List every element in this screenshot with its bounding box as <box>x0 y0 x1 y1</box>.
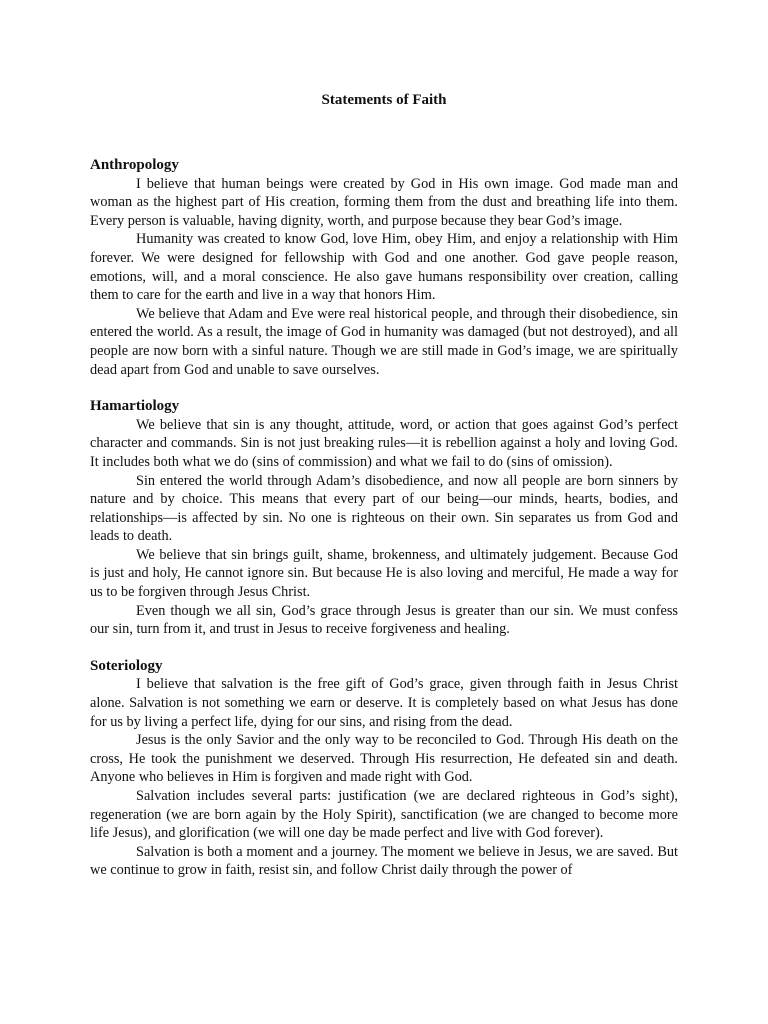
section-anthropology <box>90 156 678 379</box>
section-heading: Hamartiology <box>90 398 180 415</box>
paragraph: I believe that human beings were created by God in His own image. God made man and woman as the highest part of His creation, forming them from the dust and breathing life into them. Every person is valuable, having dignity, worth, and purpose because they bear God’s image. <box>90 175 678 229</box>
section-soteriology <box>90 657 678 880</box>
paragraph: Salvation is both a moment and a journey. The moment we believe in Jesus, we are saved. But we continue to grow in faith, resist sin, and follow Christ daily through the power of <box>90 843 678 879</box>
paragraph: Humanity was created to know God, love Him, obey Him, and enjoy a relationship with Him forever. We were designed for fellowship with God and one another. God gave people reason, emotions, will, and a moral conscience. He also gave humans responsibility over creation, calling them to care for the earth and live in a way that honors Him. <box>90 231 678 304</box>
section-heading: Soteriology <box>90 657 163 674</box>
paragraph: Even though we all sin, God’s grace through Jesus is greater than our sin. We must confess our sin, turn from it, and trust in Jesus to receive forgiveness and healing. <box>90 602 678 638</box>
paragraph: Sin entered the world through Adam’s disobedience, and now all people are born sinners by nature and by choice. This means that every part of our being—our minds, hearts, bodies, and relationships—is affected by sin. No one is righteous on their own. Sin separates us from God and leads to death. <box>90 472 678 545</box>
section-heading: Anthropology <box>90 157 179 173</box>
document-title: Statements of Faith <box>321 92 447 108</box>
paragraph: We believe that sin brings guilt, shame, brokenness, and ultimately judgement. Because God is just and holy, He cannot ignore sin. But because He is also loving and merciful, He made a way for us to be forgiven through Jesus Christ. <box>90 546 678 601</box>
paragraph: I believe that salvation is the free gift of God’s grace, given through faith in Jesus Christ alone. Salvation is not something we earn or deserve. It is completely based on what Jesus has done for us by living a perfect life, dying for our sins, and rising from the dead. <box>90 676 678 730</box>
paragraph: We believe that sin is any thought, attitude, word, or action that goes against God’s perfect character and commands. Sin is not just breaking rules—it is rebellion against a holy and loving God. It includes both what we do (sins of commission) and what we fail to do (sins of omission). <box>90 416 678 470</box>
section-hamartiology <box>90 397 678 639</box>
document-page <box>90 90 678 898</box>
paragraph: Salvation includes several parts: justification (we are declared righteous in God’s sight), regeneration (we are born again by the Holy Spirit), sanctification (we are changed to become more life Jesus), and glorification (we will one day be made perfect and live with God forever). <box>90 788 678 842</box>
paragraph: We believe that Adam and Eve were real historical people, and through their disobedience, sin entered the world. As a result, the image of God in humanity was damaged (but not destroyed), and all people are now born with a sinful nature. Though we are still made in God’s image, we are spiritually dead apart from God and unable to save ourselves. <box>90 305 678 378</box>
paragraph: Jesus is the only Savior and the only way to be reconciled to God. Through His death on the cross, He took the punishment we deserved. Through His resurrection, He defeated sin and death. Anyone who believes in Him is forgiven and made right with God. <box>90 732 678 786</box>
